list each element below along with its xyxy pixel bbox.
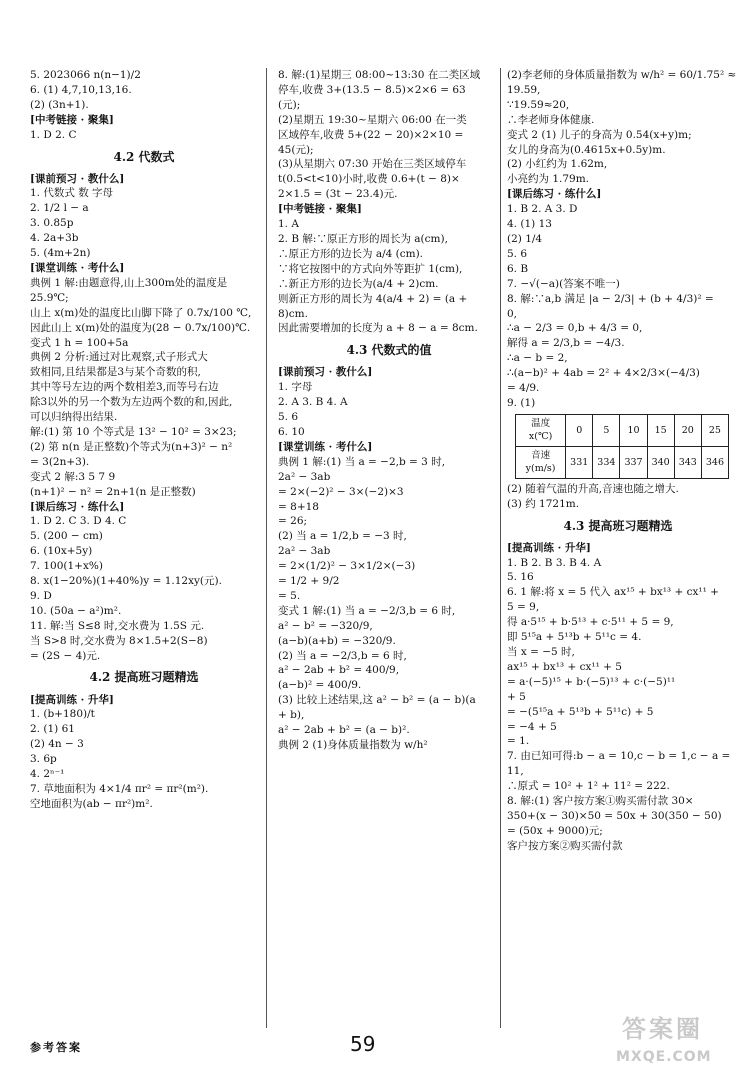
answer-line: (2) 1/4 bbox=[507, 232, 543, 245]
section-title: 4.3 提高班习题精选 bbox=[563, 518, 673, 533]
answer-column-right bbox=[507, 68, 737, 854]
table-cell: 346 bbox=[701, 446, 728, 478]
answer-line: 9. D bbox=[30, 589, 52, 602]
answer-line: 除3以外的另一个数为左边两个数的和,因此, bbox=[30, 396, 233, 409]
subsection-header: [课堂训练 · 考什么] bbox=[30, 262, 125, 274]
answer-column-middle bbox=[278, 68, 500, 753]
answer-line: 致相同,且结果都是3与某个奇数的积, bbox=[30, 366, 201, 379]
answer-line: ax¹⁵ + bx¹³ + cx¹¹ + 5 bbox=[507, 660, 622, 673]
answer-line: 6. 10 bbox=[278, 425, 305, 438]
answer-line: ∴新正方形的边长为(a/4 + 2)cm. bbox=[278, 277, 439, 290]
answer-line: = −(5¹⁵a + 5¹³b + 5¹¹c) + 5 bbox=[507, 705, 654, 718]
table-cell: 5 bbox=[593, 414, 620, 446]
subsection-header: [课前预习 · 教什么] bbox=[30, 172, 125, 185]
table-cell: 20 bbox=[674, 414, 701, 446]
answer-line: 8. 解:(1)星期三 08:00~13:30 在二类区域 bbox=[278, 69, 481, 81]
answer-line: 变式 2 解:3 5 7 9 bbox=[30, 470, 116, 483]
answer-line: + 5 bbox=[507, 690, 526, 703]
answer-line: 45(元); bbox=[278, 143, 314, 156]
answer-line: 2a² − 3ab bbox=[278, 545, 331, 558]
answer-line: 7. 100(1+x%) bbox=[30, 560, 103, 573]
answer-line: 10. (50a − a²)m². bbox=[30, 604, 122, 617]
answer-line: 4. 2a+3b bbox=[30, 232, 79, 245]
answer-line: 25.9℃; bbox=[30, 291, 69, 304]
answer-line: 1. (b+180)/t bbox=[30, 708, 95, 721]
watermark-logo bbox=[612, 1012, 740, 1070]
answer-line: (2) (3n+1). bbox=[30, 98, 89, 111]
subsection-header: [课前预习 · 教什么] bbox=[278, 366, 373, 379]
answer-line: 8)cm. bbox=[278, 307, 308, 320]
answer-line: 1. D 2. C bbox=[30, 128, 77, 141]
subsection-header: [课后练习 · 练什么] bbox=[30, 500, 125, 513]
answer-line: 变式 2 (1) 儿子的身高为 0.54(x+y)m; bbox=[507, 128, 692, 141]
answer-line: 1. 代数式 数 字母 bbox=[30, 187, 114, 200]
answer-line: = (50x + 9000)元; bbox=[507, 824, 603, 837]
answer-line: 变式 1 h = 100+5a bbox=[30, 336, 129, 349]
answer-line: 0, bbox=[507, 307, 518, 320]
answer-line: 2. 1/2 l − a bbox=[30, 202, 89, 215]
answer-line: (3)从星期六 07:30 开始在三类区域停车 bbox=[278, 158, 467, 171]
answer-line: = 8+18 bbox=[278, 500, 319, 513]
answer-line: 因此山上 x(m)处的温度为(28 − 0.7x/100)℃. bbox=[30, 321, 251, 334]
answer-line: 7. −√(−a)(答案不唯一) bbox=[507, 277, 620, 290]
answer-line: = 2×(1/2)² − 3×1/2×(−3) bbox=[278, 560, 416, 573]
answer-line: 8. 解:(1) 客户按方案①购买需付款 30× bbox=[507, 795, 694, 808]
answer-line: = 2×(−2)² − 3×(−2)×3 bbox=[278, 485, 404, 498]
answer-line: = 4/9. bbox=[507, 382, 540, 395]
answer-line: 女儿的身高为(0.4615x+0.5y)m. bbox=[507, 143, 666, 156]
answer-line: 得 a·5¹⁵ + b·5¹³ + c·5¹¹ + 5 = 9, bbox=[507, 616, 674, 629]
answer-line: 其中等号左边的两个数相差3,而等号右边 bbox=[30, 381, 219, 394]
watermark-text: 答案圈 bbox=[622, 1015, 703, 1043]
subsection-header: [中考链接 · 聚集] bbox=[30, 113, 114, 126]
answer-line: = 3(2n+3). bbox=[30, 455, 90, 468]
answer-line: 1. B 2. B 3. B 4. A bbox=[507, 556, 602, 569]
table-header-cell: 音速 y(m/s) bbox=[516, 446, 566, 478]
answer-line: 停车,收费 3+(13.5 − 8.5)×2×6 = 63 bbox=[278, 83, 466, 96]
answer-line: 解:(1) 第 10 个等式是 13² − 10² = 3×23; bbox=[30, 425, 237, 438]
answer-line: 山上 x(m)处的温度比山脚下降了 0.7x/100 ℃, bbox=[30, 306, 252, 319]
answer-line: (2) 当 a = −2/3,b = 6 时, bbox=[278, 649, 407, 662]
answer-line: 11. 解:当 S≤8 时,交水费为 1.5S 元. bbox=[30, 619, 205, 632]
answer-line: 6. 1 解:将 x = 5 代入 ax¹⁵ + bx¹³ + cx¹¹ + bbox=[507, 586, 719, 599]
answer-line: 1. D 2. C 3. D 4. C bbox=[30, 515, 127, 528]
answer-line: 典例 1 解:由题意得,山上300m处的温度是 bbox=[30, 276, 228, 289]
answer-line: = (2S − 4)元. bbox=[30, 649, 101, 662]
answer-line: 小亮约为 1.79m. bbox=[507, 173, 590, 186]
answer-line: = a·(−5)¹⁵ + b·(−5)¹³ + c·(−5)¹¹ bbox=[507, 675, 676, 688]
answer-line: = 1/2 + 9/2 bbox=[278, 575, 340, 588]
answer-line: + b), bbox=[278, 709, 305, 722]
answer-line: 典例 1 解:(1) 当 a = −2,b = 3 时, bbox=[278, 455, 446, 468]
answer-line: 典例 2 (1)身体质量指数为 w/h² bbox=[278, 739, 428, 751]
answer-line: 可以归纳得出结果. bbox=[30, 411, 118, 424]
answer-line: 客户按方案②购买需付款 bbox=[507, 839, 623, 852]
answer-line: 6. (10x+5y) bbox=[30, 545, 93, 558]
subsection-header: [中考链接 · 聚集] bbox=[278, 203, 362, 216]
answer-line: 2a² − 3ab bbox=[278, 470, 331, 483]
answer-line: 3. 0.85p bbox=[30, 217, 74, 230]
table-cell: 331 bbox=[566, 446, 593, 478]
page-number: 59 bbox=[350, 1032, 376, 1056]
section-title: 4.2 提高班习题精选 bbox=[89, 670, 199, 685]
answer-line: 5 = 9, bbox=[507, 601, 540, 614]
answer-column-left bbox=[30, 68, 258, 812]
watermark-url: MXQE.COM bbox=[616, 1049, 712, 1065]
answer-line: ∵19.59≈20, bbox=[507, 98, 570, 111]
answer-line: ∴(a−b)² + 4ab = 2² + 4×2/3×(−4/3) bbox=[507, 367, 700, 380]
answer-line: 5. 6 bbox=[278, 411, 299, 424]
answer-line: ∴原式 = 10² + 1² + 11² = 222. bbox=[507, 780, 670, 793]
answer-line: 当 S>8 时,交水费为 8×1.5+2(S−8) bbox=[30, 634, 208, 647]
answer-line: (a−b)² = 400/9. bbox=[278, 679, 362, 692]
answer-line: (3) 比较上述结果,这 a² − b² = (a − b)(a bbox=[278, 694, 476, 707]
answer-line: 6. (1) 4,7,10,13,16. bbox=[30, 83, 132, 96]
section-title: 4.3 代数式的值 bbox=[346, 343, 432, 358]
answer-line: 5. 2023066 n(n−1)/2 bbox=[30, 69, 141, 81]
answer-line: 6. B bbox=[507, 262, 529, 275]
answer-line: ∵将它按图中的方式向外等距扩 1(cm), bbox=[278, 262, 463, 275]
answer-line: 1. B 2. A 3. D bbox=[507, 203, 578, 216]
answer-line: ∴a − 2/3 = 0,b + 4/3 = 0, bbox=[507, 322, 643, 335]
answer-line: (a−b)(a+b) = −320/9. bbox=[278, 634, 396, 647]
answer-line: (n+1)² − n² = 2n+1(n 是正整数) bbox=[30, 485, 196, 498]
answer-line: 9. (1) bbox=[507, 396, 536, 409]
answer-line: a² − b² = −320/9, bbox=[278, 619, 373, 632]
answer-line: a² − 2ab + b² = 400/9, bbox=[278, 664, 400, 677]
answer-line: = 5. bbox=[278, 589, 301, 602]
answer-line: = 26; bbox=[278, 515, 308, 528]
column-divider bbox=[500, 68, 501, 1028]
answer-line: 11, bbox=[507, 765, 524, 778]
table-cell: 25 bbox=[701, 414, 728, 446]
answer-line: = −4 + 5 bbox=[507, 720, 557, 733]
answer-line: 解得 a = 2/3,b = −4/3. bbox=[507, 337, 625, 350]
answer-line: 当 x = −5 时, bbox=[507, 645, 575, 658]
answer-line: 即 5¹⁵a + 5¹³b + 5¹¹c = 4. bbox=[507, 631, 642, 644]
answer-line: 19.59, bbox=[507, 83, 541, 96]
answer-line: (2) 第 n(n 是正整数)个等式为(n+3)² − n² bbox=[30, 440, 233, 453]
answer-line: 区域停车,收费 5+(22 − 20)×2×10 = bbox=[278, 128, 464, 141]
answer-line: ∴a − b = 2, bbox=[507, 352, 568, 365]
answer-line: 7. 由已知可得:b − a = 10,c − b = 1,c − a = bbox=[507, 750, 731, 763]
answer-line: t(0.5<t<10)小时,收费 0.6+(t − 8)× bbox=[278, 173, 460, 186]
column-divider bbox=[266, 68, 267, 1028]
answer-line: (2) 小红约为 1.62m, bbox=[507, 158, 608, 171]
answer-line: 5. (200 − cm) bbox=[30, 530, 103, 543]
table-cell: 337 bbox=[620, 446, 647, 478]
answer-line: 3. 6p bbox=[30, 753, 57, 766]
answer-line: a² − 2ab + b² = (a − b)². bbox=[278, 724, 410, 737]
table-cell: 334 bbox=[593, 446, 620, 478]
table-cell: 340 bbox=[647, 446, 674, 478]
answer-line: ∴原正方形的边长为 a/4 (cm). bbox=[278, 247, 424, 260]
answer-line: 空地面积为(ab − πr²)m². bbox=[30, 797, 153, 810]
answer-line: 2×1.5 = (3t − 23.4)元. bbox=[278, 188, 398, 201]
footer-label: 参考答案 bbox=[30, 1041, 82, 1054]
answer-line: ∴李老师身体健康. bbox=[507, 113, 595, 126]
answer-line: 典例 2 分析:通过对比观察,式子形式大 bbox=[30, 351, 208, 364]
answer-line: (2) 4n − 3 bbox=[30, 738, 84, 751]
answer-line: 1. 字母 bbox=[278, 381, 313, 394]
answer-line: (2)李老师的身体质量指数为 w/h² = 60/1.75² ≈ bbox=[507, 69, 737, 81]
answer-line: (2)星期五 19:30~星期六 06:00 在一类 bbox=[278, 113, 467, 126]
answer-line: 1. A bbox=[278, 218, 299, 231]
subsection-header: [提高训练 · 升华] bbox=[507, 541, 591, 554]
section-title: 4.2 代数式 bbox=[113, 149, 175, 164]
answer-line: 2. B 解:∵原正方形的周长为 a(cm), bbox=[278, 232, 448, 245]
answer-line: (2) 随着气温的升高,音速也随之增大. bbox=[507, 482, 679, 495]
answer-line: 5. (4m+2n) bbox=[30, 247, 91, 260]
subsection-header: [提高训练 · 升华] bbox=[30, 693, 114, 706]
answer-line: 7. 草地面积为 4×1/4 πr² = πr²(m²). bbox=[30, 782, 209, 795]
answer-line: 2. (1) 61 bbox=[30, 723, 75, 736]
answer-line: 5. 16 bbox=[507, 571, 534, 584]
answer-line: 350+(x − 30)×50 = 50x + 30(350 − 50) bbox=[507, 809, 722, 822]
answer-line: (元); bbox=[278, 98, 301, 111]
subsection-header: [课堂训练 · 考什么] bbox=[278, 440, 373, 453]
table-header-cell: 温度 x(℃) bbox=[516, 414, 566, 446]
answer-line: (3) 约 1721m. bbox=[507, 497, 580, 510]
answer-line: 4. (1) 13 bbox=[507, 218, 552, 231]
answer-line: = 1. bbox=[507, 735, 530, 748]
table-cell: 343 bbox=[674, 446, 701, 478]
answer-line: 8. x(1−20%)(1+40%)y = 1.12xy(元). bbox=[30, 575, 222, 588]
subsection-header: [课后练习 · 练什么] bbox=[507, 188, 602, 201]
table-cell: 15 bbox=[647, 414, 674, 446]
table-cell: 0 bbox=[566, 414, 593, 446]
answer-line: 则新正方形的周长为 4(a/4 + 2) = (a + bbox=[278, 292, 468, 305]
answer-line: 2. A 3. B 4. A bbox=[278, 396, 348, 409]
temperature-sound-speed-table bbox=[515, 414, 729, 479]
answer-line: 8. 解:∵a,b 满足 |a − 2/3| + (b + 4/3)² = bbox=[507, 292, 714, 305]
answer-line: 变式 1 解:(1) 当 a = −2/3,b = 6 时, bbox=[278, 604, 456, 617]
answer-line: 因此需要增加的长度为 a + 8 − a = 8cm. bbox=[278, 322, 478, 335]
table-cell: 10 bbox=[620, 414, 647, 446]
answer-line: 4. 2ⁿ⁻¹ bbox=[30, 768, 65, 781]
answer-line: 5. 6 bbox=[507, 247, 528, 260]
answer-line: (2) 当 a = 1/2,b = −3 时, bbox=[278, 530, 407, 543]
